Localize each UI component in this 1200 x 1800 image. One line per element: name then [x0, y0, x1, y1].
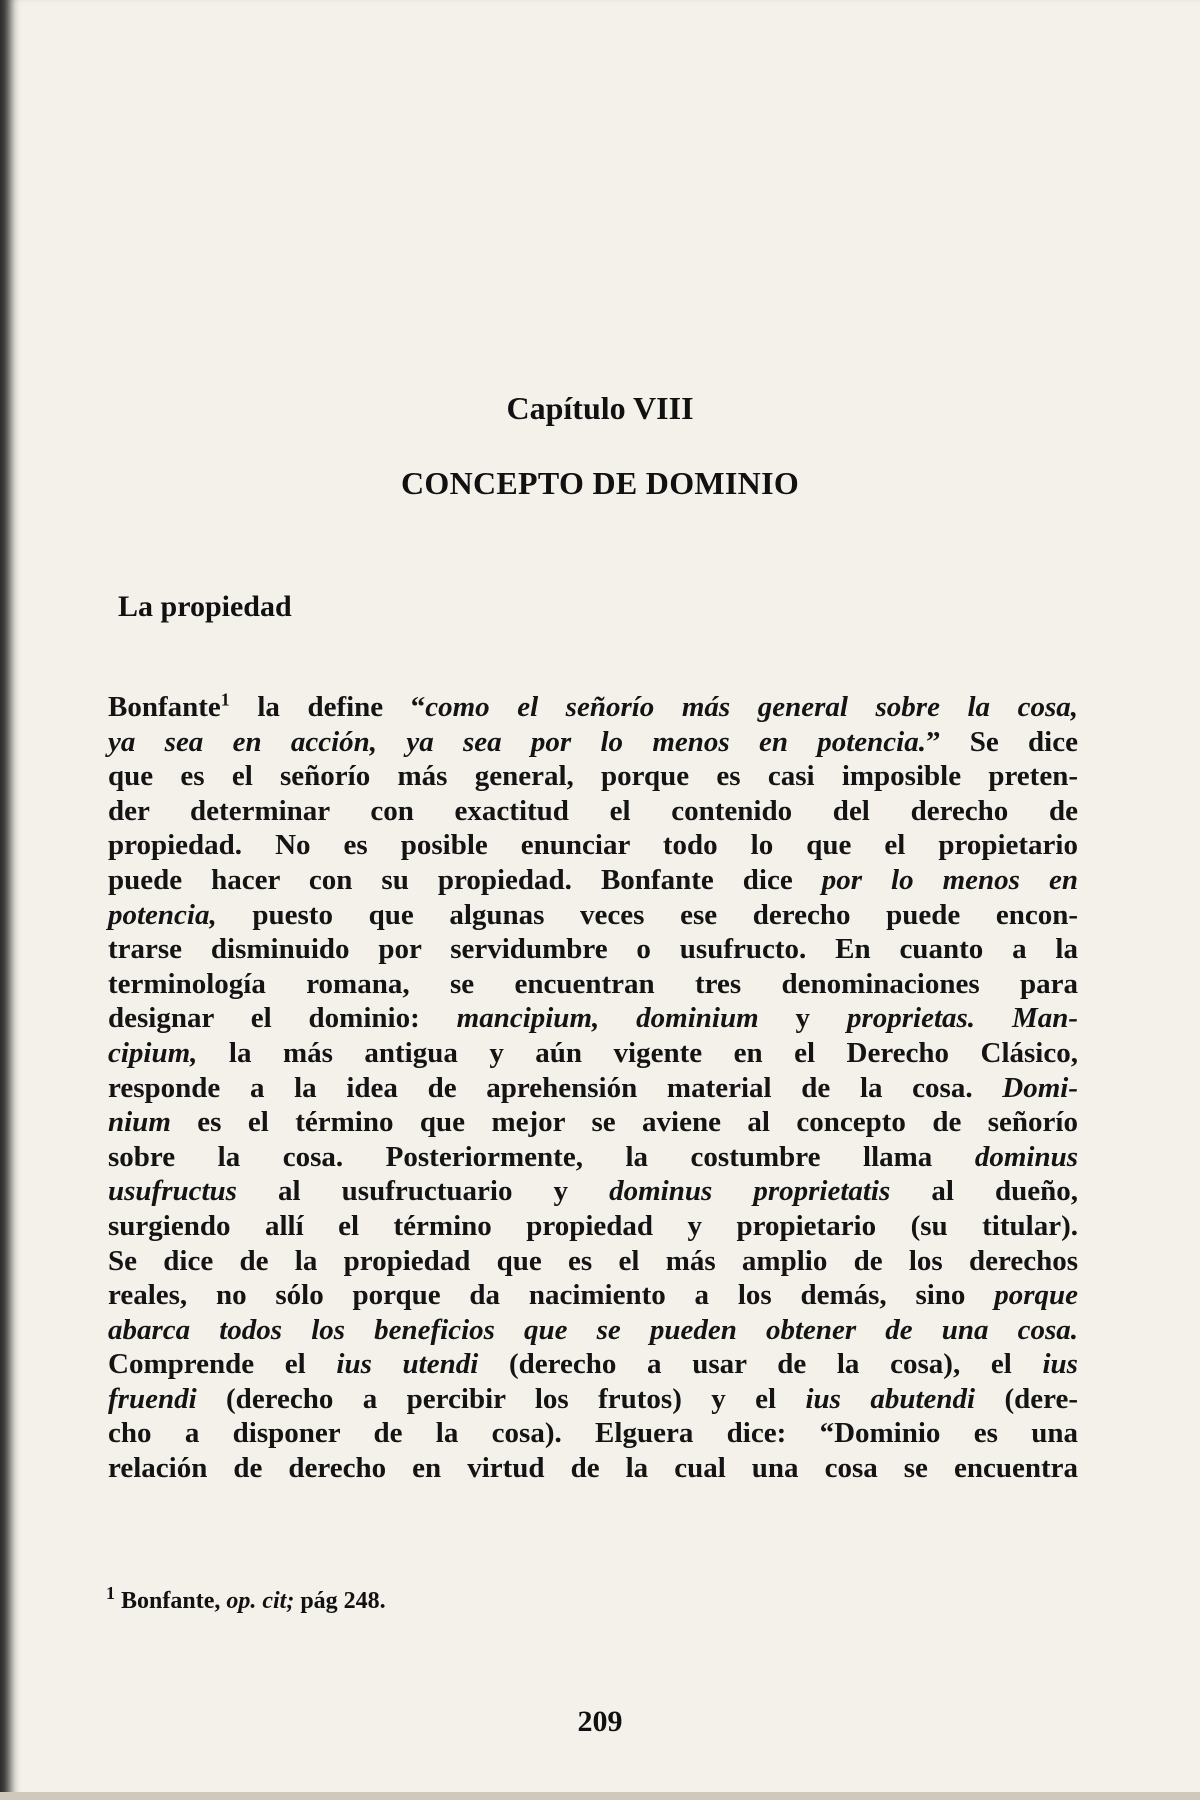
body-text-run: puede hacer con su propiedad. Bonfante dice: [108, 863, 822, 896]
body-line: [108, 898, 1078, 933]
body-line: [108, 1416, 1078, 1451]
italic-text: ius utendi: [336, 1348, 479, 1381]
footnote-page: pág 248.: [300, 1588, 386, 1614]
body-text-run: trarse disminuido por servidumbre o usufructo. En cuanto a la: [108, 933, 1078, 966]
section-heading: La propiedad: [118, 590, 292, 623]
italic-text: por lo menos en: [821, 863, 1078, 896]
body-line: [108, 794, 1078, 829]
body-paragraph: [108, 690, 1078, 1486]
body-text-run: Bonfante: [108, 691, 221, 723]
body-line: [108, 828, 1078, 863]
italic-text: potencia,: [108, 898, 217, 931]
italic-text: porque: [994, 1279, 1078, 1312]
body-text-run: relación de derecho en virtud de la cual una cosa se encuentra: [108, 1452, 1078, 1485]
italic-text: Domi-: [1002, 1071, 1078, 1104]
body-text-run: (derecho a usar de la cosa), el: [478, 1348, 1043, 1381]
body-line: [108, 1036, 1078, 1071]
body-text-run: es el término que mejor se aviene al concepto de señorío: [170, 1106, 1078, 1139]
italic-text: dominus: [974, 1140, 1078, 1173]
body-line: [108, 1174, 1078, 1209]
body-line: [108, 1071, 1078, 1106]
body-text-run: la define “: [229, 691, 426, 723]
body-text-run: al usufructuario y: [236, 1175, 610, 1208]
body-line: [108, 725, 1078, 760]
body-text-run: (derecho a percibir los frutos) y el: [196, 1382, 806, 1415]
body-text-run: responde a la idea de aprehensión material de la cosa.: [108, 1071, 1003, 1104]
body-line: [108, 1105, 1078, 1140]
footnote-number: 1: [106, 1583, 115, 1603]
chapter-title: CONCEPTO DE DOMINIO: [400, 465, 800, 501]
body-text-run: (dere-: [975, 1382, 1078, 1415]
body-text-run: surgiendo allí el término propiedad y propietario (su titular).: [108, 1209, 1078, 1242]
footnote-marker: 1: [220, 689, 230, 710]
italic-text: proprietas. Man-: [846, 1002, 1079, 1035]
italic-text: como el señorío más general sobre la cosa,: [425, 691, 1078, 723]
body-text-run: sobre la cosa. Posteriormente, la costumbre llama: [108, 1140, 975, 1173]
footnote: [106, 1583, 386, 1615]
italic-text: ius: [1042, 1348, 1078, 1381]
body-line: [108, 690, 1078, 725]
body-text-run: propiedad. No es posible enunciar todo lo que el propietario: [108, 829, 1078, 862]
italic-text: abarca todos los beneficios que se pueden obtener de una cosa.: [108, 1313, 1078, 1346]
body-text-run: reales, no sólo porque da nacimiento a los demás, sino: [108, 1279, 995, 1312]
body-text-run: y: [758, 1002, 847, 1035]
body-line: [108, 863, 1078, 898]
italic-text: dominus proprietatis: [609, 1175, 891, 1208]
body-text-run: al dueño,: [890, 1175, 1078, 1208]
body-text-run: cho a disponer de la cosa). Elguera dice: “Dominio es una: [108, 1417, 1078, 1450]
body-line: [108, 1244, 1078, 1279]
body-line: [108, 1278, 1078, 1313]
italic-text: fruendi: [108, 1382, 197, 1415]
italic-text: mancipium, dominium: [456, 1002, 759, 1035]
footnote-op-cit: op. cit;: [226, 1588, 295, 1614]
body-line: [108, 1140, 1078, 1175]
body-line: [108, 1347, 1078, 1382]
body-text-run: que es el señorío más general, porque es casi imposible preten-: [108, 760, 1078, 793]
body-line: [108, 1001, 1078, 1036]
body-line: [108, 1451, 1078, 1486]
italic-text: nium: [108, 1106, 171, 1139]
body-line: [108, 967, 1078, 1002]
body-text-run: Se dice de la propiedad que es el más amplio de los derechos: [108, 1244, 1078, 1277]
body-text-run: puesto que algunas veces ese derecho puede encon-: [216, 898, 1078, 931]
italic-text: ius abutendi: [805, 1382, 976, 1415]
body-line: [108, 1209, 1078, 1244]
footnote-author: Bonfante,: [121, 1588, 221, 1614]
italic-text: cipium,: [108, 1036, 198, 1069]
chapter-label: Capítulo VIII: [506, 390, 694, 426]
body-text-run: designar el dominio:: [108, 1002, 457, 1035]
body-text-run: der determinar con exactitud el contenido del derecho de: [108, 794, 1078, 827]
body-line: [108, 1382, 1078, 1417]
italic-text: ya sea en acción, ya sea por lo menos en potencia.: [108, 725, 926, 758]
body-line: [108, 932, 1078, 967]
italic-text: usufructus: [108, 1175, 237, 1208]
page-number: 209: [577, 1705, 623, 1738]
body-text-run: Comprende el: [108, 1348, 337, 1381]
body-text-run: terminología romana, se encuentran tres denominaciones para: [108, 967, 1078, 1000]
body-text-run: ” Se dice: [925, 725, 1078, 758]
body-line: [108, 759, 1078, 794]
body-text-run: la más antigua y aún vigente en el Derecho Clásico,: [197, 1036, 1078, 1069]
body-line: [108, 1313, 1078, 1348]
